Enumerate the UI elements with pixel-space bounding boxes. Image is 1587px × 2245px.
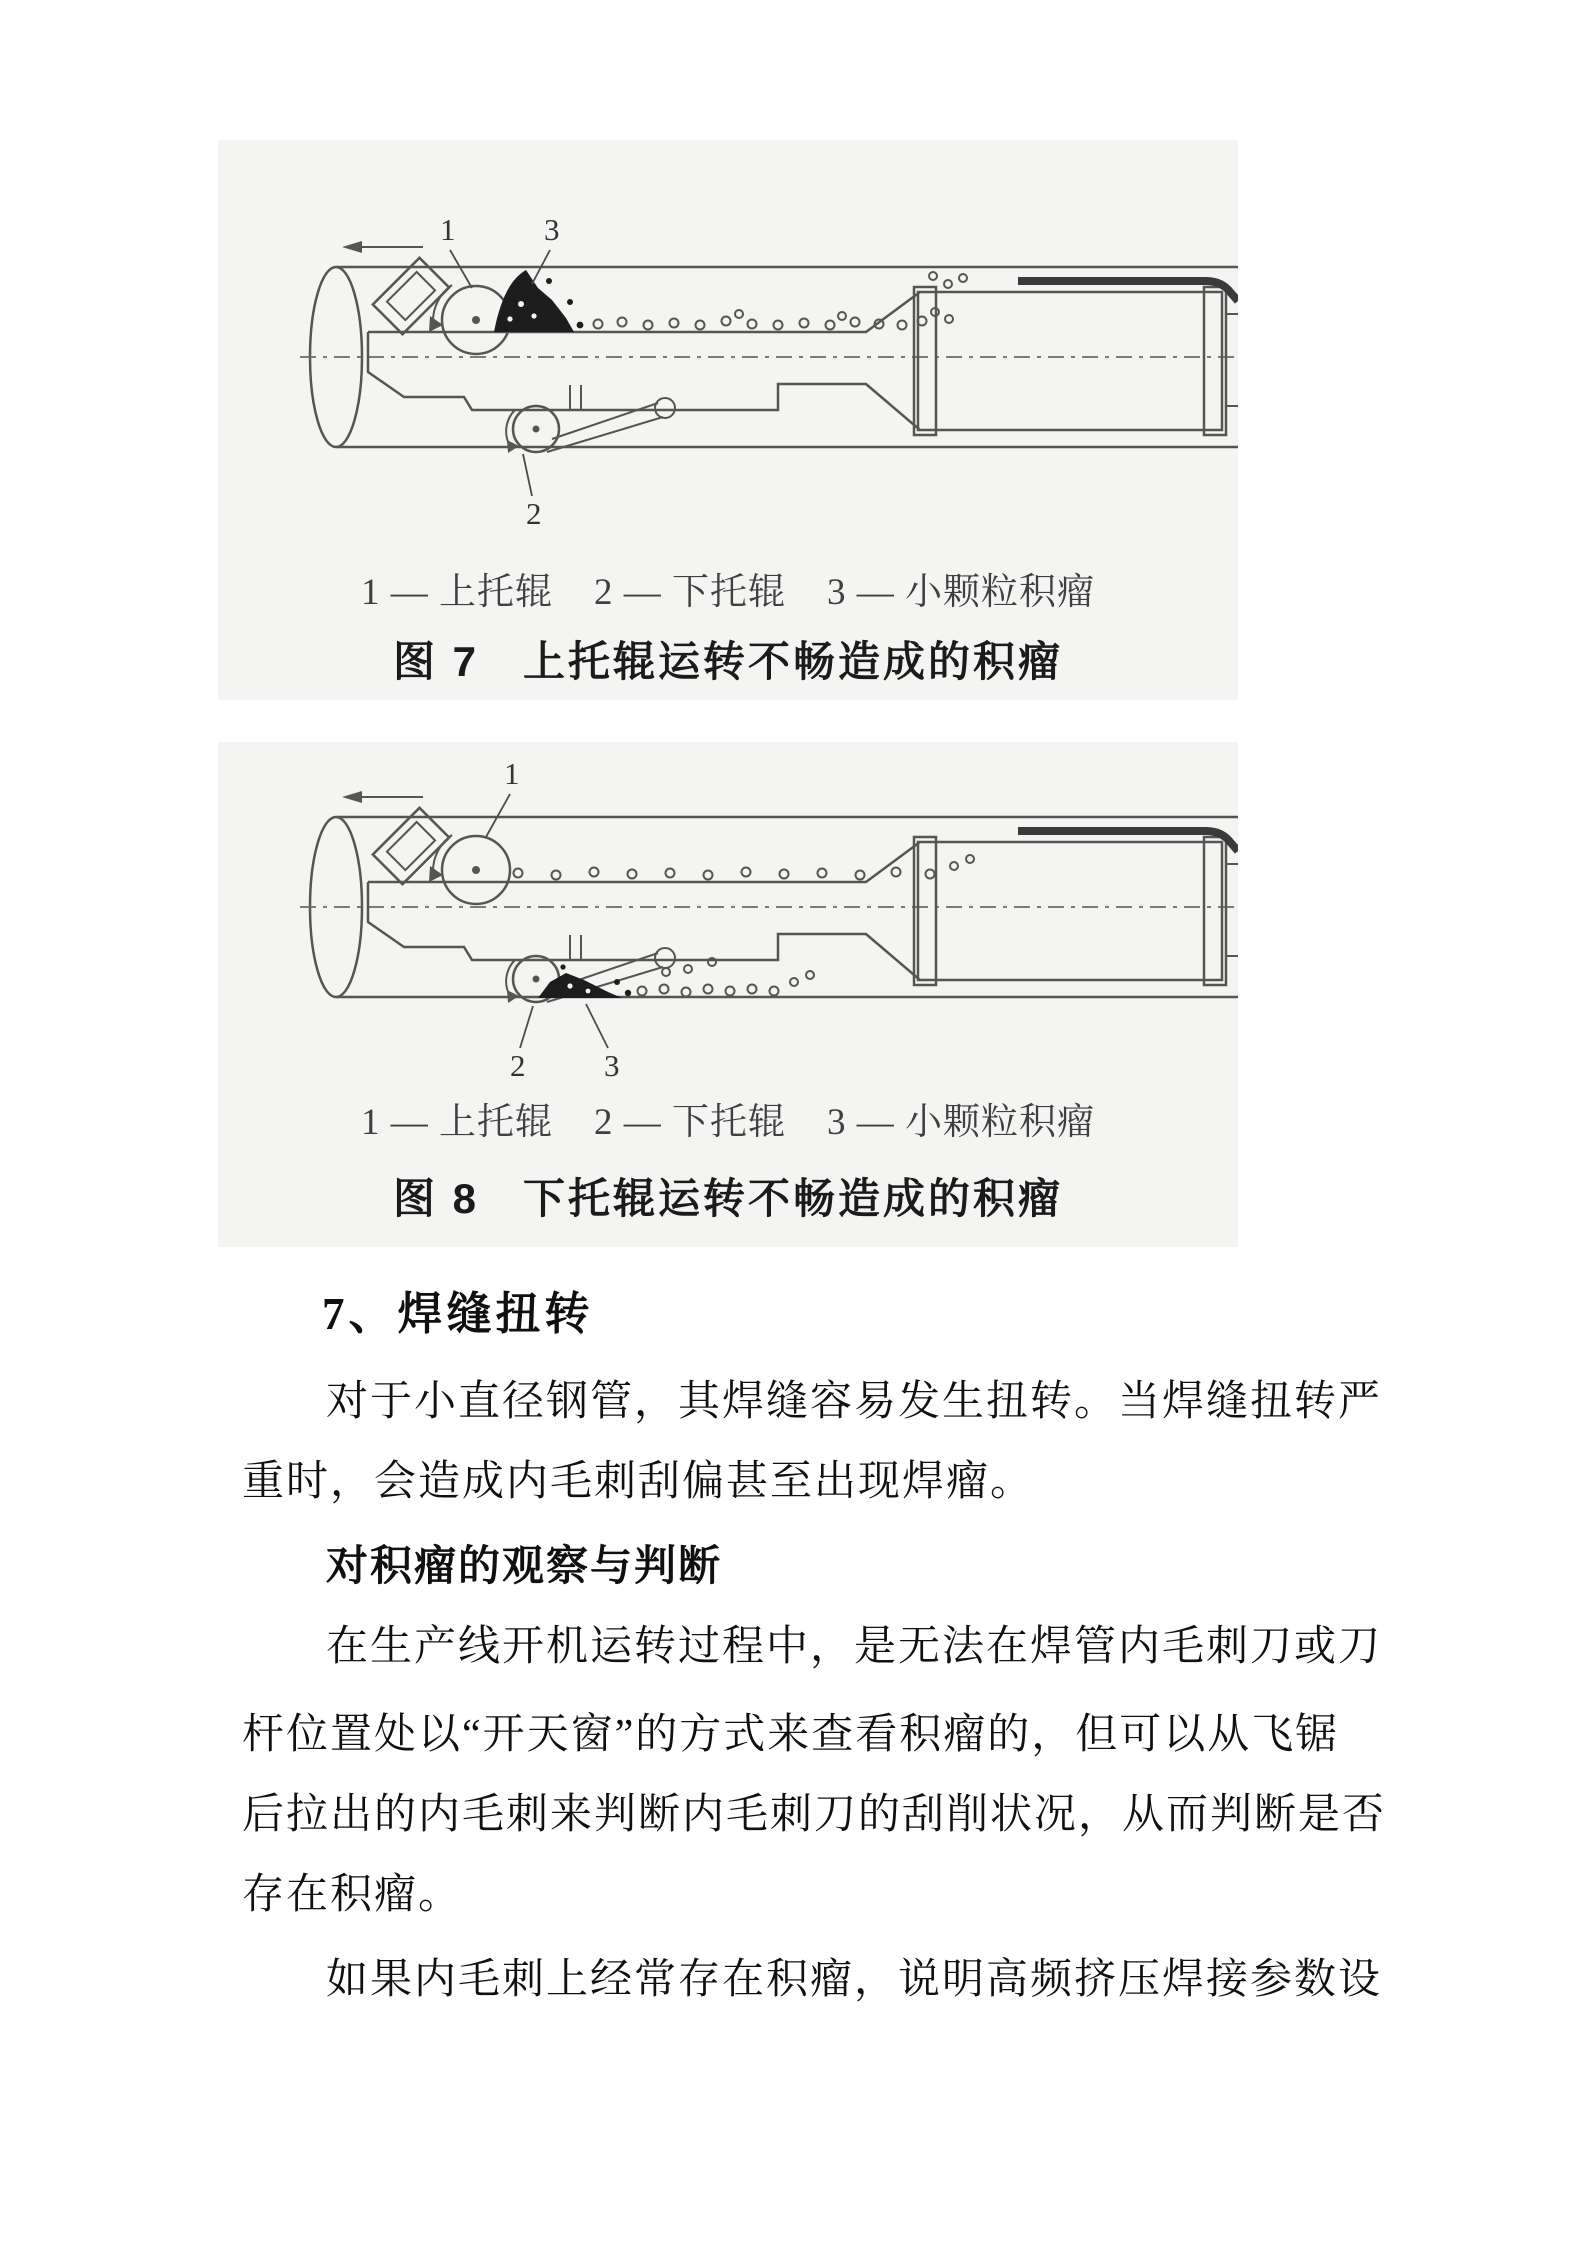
paragraph-line: 对于小直径钢管，其焊缝容易发生扭转。当焊缝扭转严: [326, 1379, 1383, 1425]
figure8-image[interactable]: [218, 742, 1238, 1247]
paragraph-line: 重时，会造成内毛刺刮偏甚至出现焊瘤。: [242, 1459, 1035, 1505]
callout-2: 2: [510, 1048, 526, 1083]
callout-3: 3: [604, 1048, 620, 1083]
callout-3: 3: [544, 212, 560, 247]
buildup-blob: [494, 270, 583, 332]
callout-1: 1: [440, 212, 456, 247]
figure7-image[interactable]: [218, 140, 1238, 700]
mandrel-body: [914, 281, 1238, 435]
callout-1: 1: [504, 756, 520, 791]
paragraph-line: 在生产线开机运转过程中，是无法在焊管内毛刺刀或刀: [326, 1624, 1383, 1670]
figure7-caption: 图 7 上托辊运转不畅造成的积瘤: [392, 638, 1064, 685]
figure7-callouts: [440, 212, 560, 531]
pipe-outline: [300, 817, 1238, 997]
figure8-caption: 图 8 下托辊运转不畅造成的积瘤: [392, 1175, 1064, 1222]
mandrel-bracket: [368, 842, 920, 980]
figure7-diagram: [218, 192, 1238, 537]
paragraph-line: 如果内毛刺上经常存在积瘤，说明高频挤压焊接参数设: [326, 1957, 1383, 2003]
upper-roller: [429, 835, 510, 904]
figure8-diagram: [218, 742, 1238, 1087]
paragraph-line: 杆位置处以“开天窗”的方式来查看积瘤的，但可以从飞锯: [242, 1712, 1340, 1758]
sub-heading: 对积瘤的观察与判断: [326, 1544, 723, 1590]
figure7-legend: 1 — 上托辊 2 — 下托辊 3 — 小颗粒积瘤: [361, 572, 1095, 613]
figure8-callouts: [486, 756, 620, 1083]
chip-particles: [514, 855, 975, 997]
figure8-legend: 1 — 上托辊 2 — 下托辊 3 — 小颗粒积瘤: [361, 1102, 1095, 1143]
lower-roller: [506, 398, 675, 453]
mandrel-body: [914, 831, 1238, 985]
pipe-outline: [300, 267, 1238, 447]
callout-2: 2: [526, 496, 542, 531]
chip-particles: [594, 272, 968, 330]
direction-arrow-icon: [342, 241, 423, 253]
direction-arrow-icon: [342, 791, 423, 803]
paragraph-line: 存在积瘤。: [242, 1872, 463, 1918]
section-heading: 7、焊缝扭转: [322, 1289, 594, 1339]
buildup-blob: [538, 964, 631, 998]
mandrel-bracket: [368, 292, 920, 430]
paragraph-line: 后拉出的内毛刺来判断内毛刺刀的刮削状况，从而判断是否: [242, 1792, 1387, 1838]
